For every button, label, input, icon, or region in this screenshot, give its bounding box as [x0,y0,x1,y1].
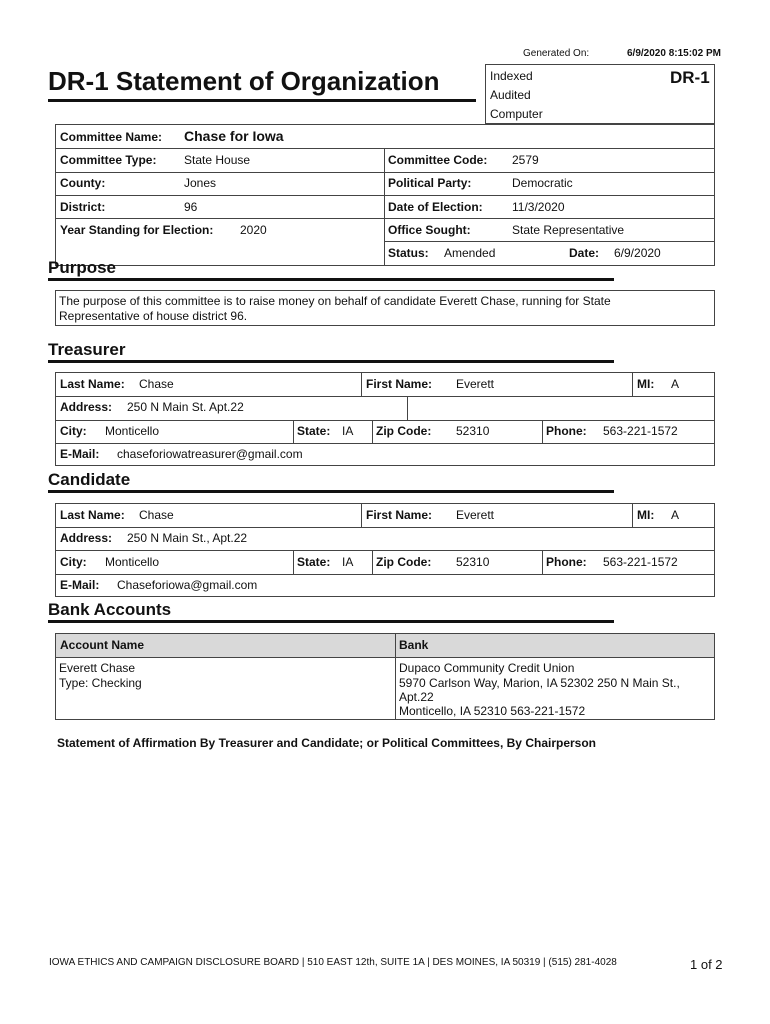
candidate-first-label: First Name: [366,508,433,522]
status-value: Amended [444,246,496,260]
bank-heading: Bank Accounts [48,600,172,619]
bank-address-1: 5970 Carlson Way, Marion, IA 52302 250 N Main St., [399,676,680,690]
candidate-address: 250 N Main St., Apt.22 [127,531,248,545]
treasurer-mi: A [671,377,680,391]
candidate-email-label: E-Mail: [60,578,100,592]
election-label: Date of Election: [388,200,483,214]
treasurer-phone-label: Phone: [546,424,587,438]
purpose-line2: Representative of house district 96. [59,309,248,323]
committee-name-label: Committee Name: [60,130,163,144]
page-title: DR-1 Statement of Organization [48,66,440,96]
date-value: 6/9/2020 [614,246,661,260]
title-underline [48,99,476,102]
treasurer-last-label: Last Name: [60,377,125,391]
year: 2020 [240,223,267,237]
treasurer-address: 250 N Main St. Apt.22 [127,400,244,414]
office-label: Office Sought: [388,223,471,237]
purpose-heading: Purpose [48,258,117,277]
form-code: DR-1 [670,68,710,87]
bank-account-name: Everett Chase [59,661,136,675]
committee-type: State House [184,153,251,167]
bank-address-3: Monticello, IA 52310 563-221-1572 [399,704,586,718]
page-number: 1 of 2 [690,957,723,972]
treasurer-underline [48,360,614,363]
candidate-last: Chase [139,508,174,522]
treasurer-mi-label: MI: [637,377,655,391]
committee-name: Chase for Iowa [184,128,284,144]
county: Jones [184,176,217,190]
treasurer-address-label: Address: [60,400,113,414]
office: State Representative [512,223,625,237]
affirmation-statement: Statement of Affirmation By Treasurer and Candidate; or Political Committees, By Chairperson [57,736,596,750]
treasurer-email: chaseforiowatreasurer@gmail.com [117,447,303,461]
generated-label: Generated On: [523,48,590,59]
treasurer-zip-label: Zip Code: [376,424,432,438]
date-label: Date: [569,246,600,260]
candidate-city-label: City: [60,555,87,569]
treasurer-city-label: City: [60,424,87,438]
flag-computer: Computer [490,107,543,121]
status-label: Status: [388,246,429,260]
candidate-first: Everett [456,508,495,522]
footer-address: IOWA ETHICS AND CAMPAIGN DISCLOSURE BOARD | 510 EAST 12th, SUITE 1A | DES MOINES, IA 50319 | (515) 281-4028 [49,957,617,968]
party-label: Political Party: [388,176,472,190]
district: 96 [184,200,198,214]
election-date: 11/3/2020 [512,200,565,214]
treasurer-state-label: State: [297,424,331,438]
district-label: District: [60,200,106,214]
flag-indexed: Indexed [490,69,533,83]
treasurer-last: Chase [139,377,174,391]
treasurer-first-label: First Name: [366,377,433,391]
bank-address-2: Apt.22 [399,690,434,704]
candidate-last-label: Last Name: [60,508,125,522]
bank-underline [48,620,614,623]
bank-name: Dupaco Community Credit Union [399,661,575,675]
committee-code-label: Committee Code: [388,153,488,167]
treasurer-heading: Treasurer [48,340,126,359]
bank-col-bank: Bank [399,638,429,652]
candidate-state-label: State: [297,555,331,569]
candidate-zip: 52310 [456,555,490,569]
party: Democratic [512,176,573,190]
committee-type-label: Committee Type: [60,153,157,167]
treasurer-first: Everett [456,377,495,391]
candidate-address-label: Address: [60,531,113,545]
candidate-zip-label: Zip Code: [376,555,432,569]
purpose-line1: The purpose of this committee is to raise money on behalf of candidate Everett Chase, running for State [59,294,611,308]
treasurer-city: Monticello [105,424,160,438]
candidate-phone-label: Phone: [546,555,587,569]
bank-account-type: Type: Checking [59,676,142,690]
candidate-city: Monticello [105,555,160,569]
candidate-phone: 563-221-1572 [603,555,678,569]
candidate-mi-label: MI: [637,508,655,522]
treasurer-state: IA [342,424,354,438]
county-label: County: [60,176,106,190]
treasurer-phone: 563-221-1572 [603,424,678,438]
generated-value: 6/9/2020 8:15:02 PM [627,48,721,59]
candidate-email: Chaseforiowa@gmail.com [117,578,258,592]
candidate-heading: Candidate [48,470,131,489]
candidate-state: IA [342,555,354,569]
flag-audited: Audited [490,88,531,102]
bank-col-account: Account Name [60,638,145,652]
purpose-underline [48,278,614,281]
candidate-underline [48,490,614,493]
candidate-mi: A [671,508,680,522]
treasurer-zip: 52310 [456,424,490,438]
treasurer-email-label: E-Mail: [60,447,100,461]
committee-code: 2579 [512,153,539,167]
year-label: Year Standing for Election: [60,223,214,237]
